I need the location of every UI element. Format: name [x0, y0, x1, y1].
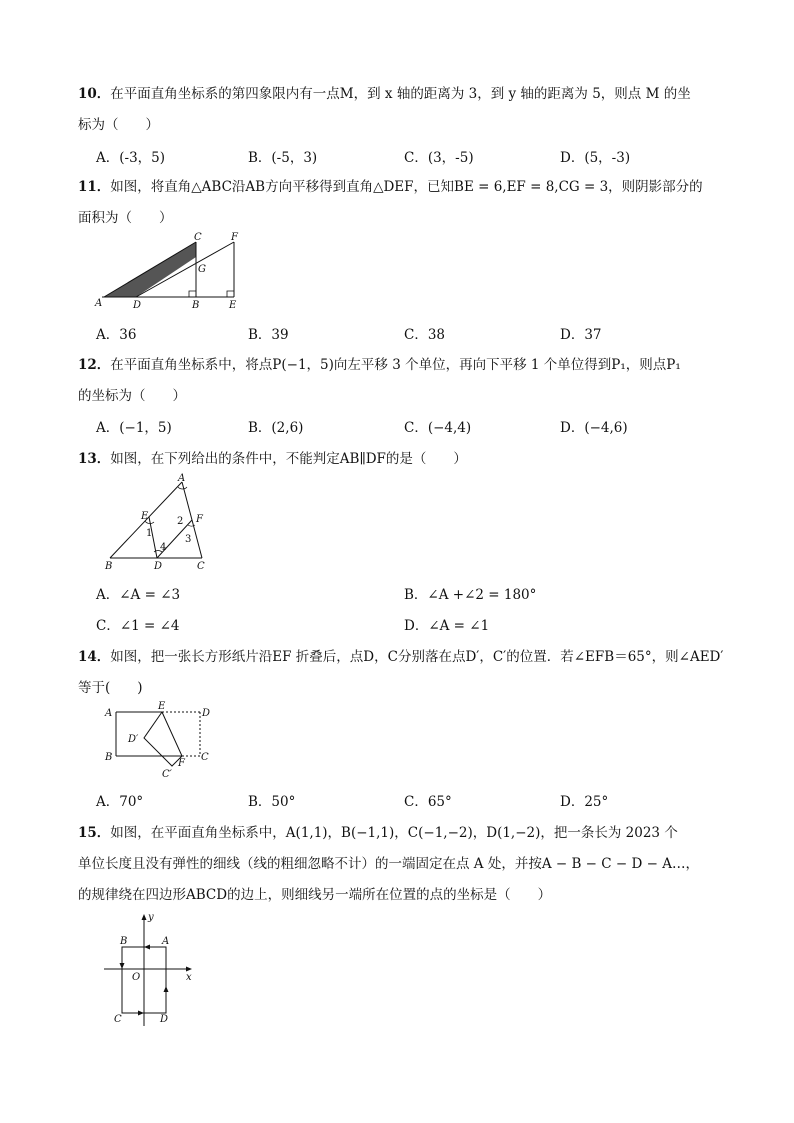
figure-triangle-parallel	[102, 470, 214, 578]
angle-4-label: 4	[160, 542, 167, 553]
label-d: D	[154, 561, 163, 572]
label-d: D	[133, 300, 142, 311]
label-c: C	[114, 1014, 122, 1025]
option-b[interactable]: B．39	[248, 327, 289, 343]
label-b: B	[105, 752, 113, 763]
label-y: y	[148, 912, 154, 923]
label-a: A	[162, 936, 170, 947]
option-d[interactable]: D．(5，-3)	[560, 150, 631, 166]
question-number: 14．	[78, 649, 111, 665]
label-g: G	[198, 264, 206, 275]
label-e: E	[229, 300, 237, 311]
figure-translated-triangles	[92, 230, 252, 316]
angle-3-label: 3	[185, 534, 192, 545]
label-d: D	[202, 708, 211, 719]
label-d: D	[160, 1014, 169, 1025]
label-o: O	[132, 972, 141, 983]
question-12-line-2: 的坐标为（ ）	[78, 388, 186, 404]
option-a[interactable]: A．∠A = ∠3	[96, 587, 181, 603]
angle-1-label: 1	[146, 528, 153, 539]
label-c-prime: C′	[162, 769, 172, 780]
label-e: E	[141, 511, 149, 522]
label-x: x	[186, 972, 192, 983]
question-text: 如图，把一张长方形纸片沿EF 折叠后，点D，C分别落在点D′，C′的位置．若∠EFB＝65°，则∠AED′	[110, 649, 724, 665]
label-f: F	[196, 514, 203, 525]
question-text: 在平面直角坐标系的第四象限内有一点M，到 x 轴的距离为 3，到 y 轴的距离为 5，则点 M 的坐	[110, 86, 691, 102]
option-d[interactable]: D．25°	[560, 794, 609, 810]
label-c: C	[194, 232, 202, 243]
question-11-line-2: 面积为（ ）	[78, 210, 173, 226]
label-a: A	[178, 473, 186, 484]
angle-2-label: 2	[177, 516, 184, 527]
question-number: 15．	[78, 825, 111, 841]
question-11-line-1	[78, 175, 728, 195]
option-a[interactable]: A．70°	[96, 794, 144, 810]
question-15-line-1	[78, 821, 728, 841]
label-a: A	[105, 708, 113, 719]
label-f: F	[178, 758, 185, 769]
question-text: 如图，在平面直角坐标系中，A(1,1)，B(−1,1)，C(−1,−2)，D(1,−2)，把一条长为 2023 个	[110, 825, 678, 841]
label-a: A	[95, 298, 103, 309]
label-b: B	[192, 300, 200, 311]
label-d-prime: D′	[128, 734, 139, 745]
option-b[interactable]: B．∠A +∠2 = 180°	[404, 587, 537, 603]
option-c[interactable]: C．38	[404, 327, 446, 343]
label-c: C	[197, 561, 205, 572]
option-a[interactable]: A．(−1，5)	[96, 420, 172, 436]
question-number: 11．	[78, 179, 111, 195]
question-number: 12．	[78, 357, 111, 373]
question-14-line-1	[78, 645, 728, 665]
question-15-line-3: 的规律绕在四边形ABCD的边上，则细线另一端所在位置的点的坐标是（ ）	[78, 887, 552, 903]
option-d[interactable]: D．(−4,6)	[560, 420, 628, 436]
figure-coordinate-rectangle	[100, 908, 200, 1034]
option-c[interactable]: C．(3，-5)	[404, 150, 474, 166]
label-e: E	[158, 701, 166, 712]
option-b[interactable]: B．(2,6)	[248, 420, 304, 436]
option-c[interactable]: C．(−4,4)	[404, 420, 472, 436]
question-13-line-1	[78, 447, 728, 467]
option-d[interactable]: D．37	[560, 327, 602, 343]
question-15-line-2: 单位长度且没有弹性的细线（线的粗细忽略不计）的一端固定在点 A 处，并按A − B − C − D − A…，	[78, 856, 699, 872]
option-b[interactable]: B．50°	[248, 794, 296, 810]
label-f: F	[231, 232, 238, 243]
option-d[interactable]: D．∠A = ∠1	[404, 618, 490, 634]
option-c[interactable]: C．∠1 = ∠4	[96, 618, 180, 634]
question-12-line-1	[78, 353, 728, 373]
option-b[interactable]: B．(-5，3)	[248, 150, 318, 166]
label-b: B	[120, 936, 128, 947]
figure-folded-rectangle	[102, 698, 217, 784]
question-text: 如图，将直角△ABC沿AB方向平移得到直角△DEF，已知BE = 6,EF = 8,CG = 3，则阴影部分的	[110, 179, 703, 195]
option-c[interactable]: C．65°	[404, 794, 452, 810]
question-number: 13．	[78, 451, 111, 467]
label-b: B	[105, 561, 113, 572]
question-10-line-2: 标为（ ）	[78, 117, 159, 133]
question-10-line-1	[78, 82, 728, 102]
option-a[interactable]: A．(-3，5)	[96, 150, 166, 166]
option-a[interactable]: A．36	[96, 327, 137, 343]
label-c: C	[201, 752, 209, 763]
question-number: 10．	[78, 86, 111, 102]
question-text: 在平面直角坐标系中，将点P(−1，5)向左平移 3 个单位，再向下平移 1 个单位得到P₁，则点P₁	[110, 357, 681, 373]
question-14-line-2: 等于( )	[78, 680, 143, 696]
question-text: 如图，在下列给出的条件中，不能判定AB∥DF的是（ ）	[110, 451, 467, 467]
